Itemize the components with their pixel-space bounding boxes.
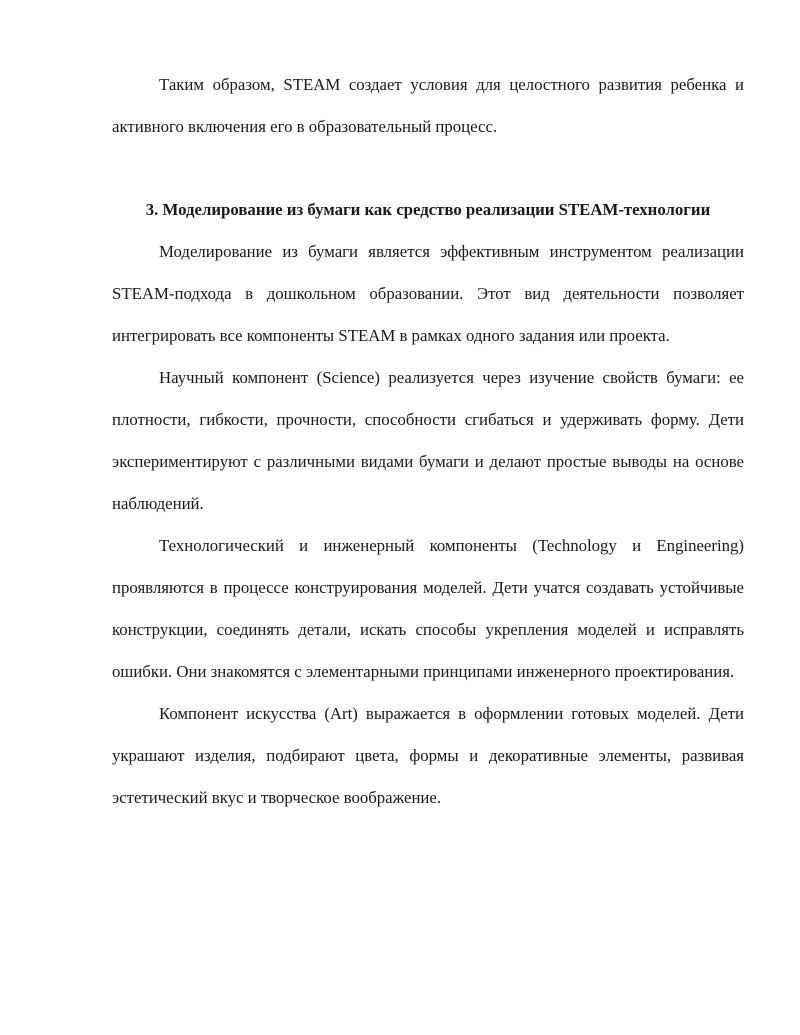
body-paragraph-2: Научный компонент (Science) реализуется через изучение свойств бумаги: ее плотности, гибкости, прочности, способности сгибаться и удерживать форму. Дети экспериментируют с различными видами бумаги и делают простые выводы на основе наблюдений. <box>112 368 744 513</box>
section-heading: 3. Моделирование из бумаги как средство реализации STEAM-технологии <box>145 200 711 219</box>
body-paragraph-3: Технологический и инженерный компоненты (Technology и Engineering) проявляются в процессе конструирования моделей. Дети учатся создавать устойчивые конструкции, соединять детали, искать способы укрепления моделей и исправлять ошибки. Они знакомятся с элементарными принципами инженерного проектирования. <box>112 536 744 681</box>
document-page <box>112 64 744 819</box>
intro-paragraph: Таким образом, STEAM создает условия для целостного развития ребенка и активного включения его в образовательный процесс. <box>112 75 744 136</box>
body-paragraph-4: Компонент искусства (Art) выражается в оформлении готовых моделей. Дети украшают изделия, подбирают цвета, формы и декоративные элементы, развивая эстетический вкус и творческое воображение. <box>112 704 744 807</box>
body-paragraph-1: Моделирование из бумаги является эффективным инструментом реализации STEAM-подхода в дошкольном образовании. Этот вид деятельности позволяет интегрировать все компоненты STEAM в рамках одного задания или проекта. <box>112 242 744 345</box>
